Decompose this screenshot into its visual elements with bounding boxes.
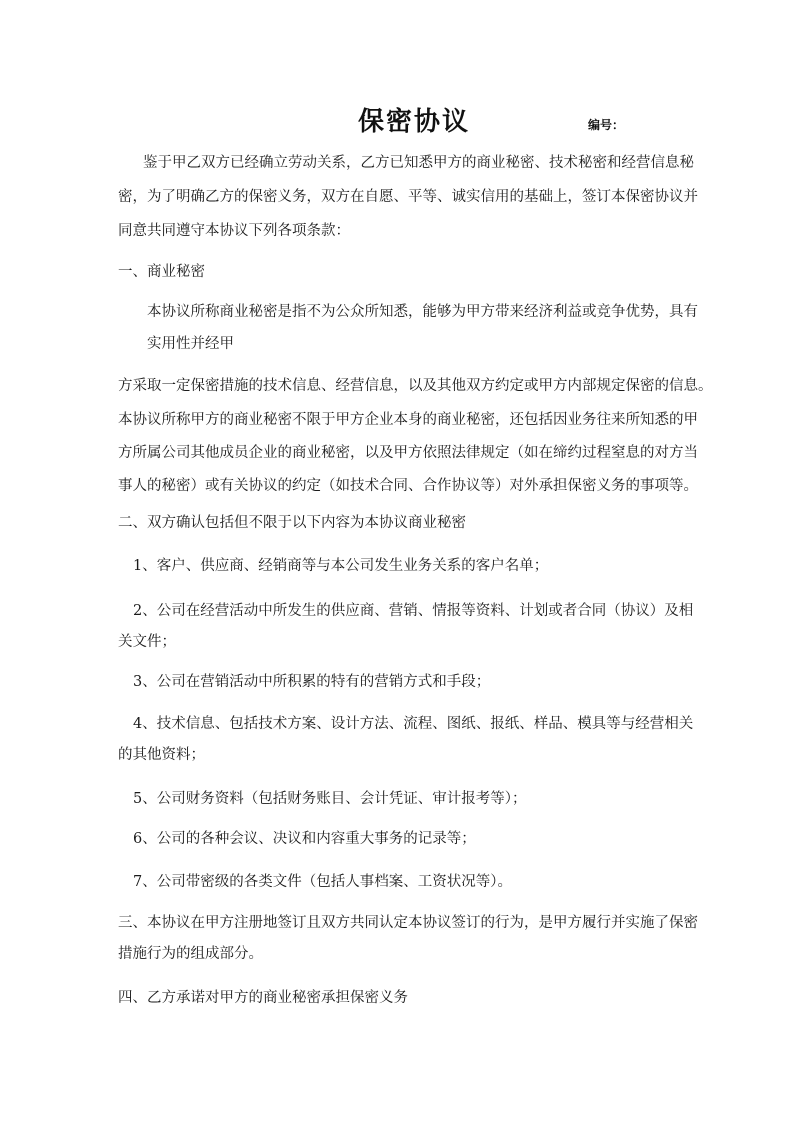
list-item: 2、公司在经营活动中所发生的供应商、营销、情报等资料、计划或者合同（协议）及相 xyxy=(133,603,694,619)
section-3-line: 三、本协议在甲方注册地签订且双方共同认定本协议签订的行为，是甲方履行并实施了保密 xyxy=(118,915,698,931)
list-item: 5、公司财务资料（包括财务账目、会计凭证、审计报考等）； xyxy=(133,791,527,807)
section-4-heading: 四、乙方承诺对甲方的商业秘密承担保密义务 xyxy=(118,990,408,1006)
section-2-heading: 二、双方确认包括但不限于以下内容为本协议商业秘密 xyxy=(118,515,466,531)
list-item-continuation: 关文件； xyxy=(118,634,176,650)
list-item: 3、公司在营销活动中所积累的特有的营销方式和手段； xyxy=(133,674,491,690)
preamble-line: 同意共同遵守本协议下列各项条款： xyxy=(118,223,350,239)
section-1-body-line: 方采取一定保密措施的技术信息、经营信息，以及其他双方约定或甲方内部规定保密的信息。 xyxy=(118,378,713,394)
document-number-label: 编号： xyxy=(588,118,625,132)
list-item: 6、公司的各种会议、决议和内容重大事务的记录等； xyxy=(133,831,476,847)
list-item: 1、客户、供应商、经销商等与本公司发生业务关系的客户名单； xyxy=(133,558,549,574)
section-1-body-line: 本协议所称甲方的商业秘密不限于甲方企业本身的商业秘密，还包括因业务往来所知悉的甲 xyxy=(118,412,698,428)
preamble-line: 密，为了明确乙方的保密义务，双方在自愿、平等、诚实信用的基础上，签订本保密协议并 xyxy=(118,189,698,205)
preamble-line: 鉴于甲乙双方已经确立劳动关系，乙方已知悉甲方的商业秘密、技术秘密和经营信息秘 xyxy=(143,155,694,171)
section-3-line: 措施行为的组成部分。 xyxy=(118,946,263,962)
list-item: 4、技术信息、包括技术方案、设计方法、流程、图纸、报纸、样品、模具等与经营相关 xyxy=(133,716,694,732)
section-1-heading: 一、商业秘密 xyxy=(118,264,205,280)
section-1-indented-line: 实用性并经甲 xyxy=(147,336,234,352)
document-title: 保密协议 xyxy=(358,107,471,137)
section-1-body-line: 事人的秘密）或有关协议的约定（如技术合同、合作协议等）对外承担保密义务的事项等。 xyxy=(118,478,698,494)
list-item: 7、公司带密级的各类文件（包括人事档案、工资状况等）。 xyxy=(133,874,512,890)
section-1-indented-line: 本协议所称商业秘密是指不为公众所知悉，能够为甲方带来经济利益或竞争优势，具有 xyxy=(147,304,698,320)
section-1-body-line: 方所属公司其他成员企业的商业秘密，以及甲方依照法律规定（如在缔约过程窒息的对方当 xyxy=(118,445,698,461)
list-item-continuation: 的其他资料； xyxy=(118,747,205,763)
